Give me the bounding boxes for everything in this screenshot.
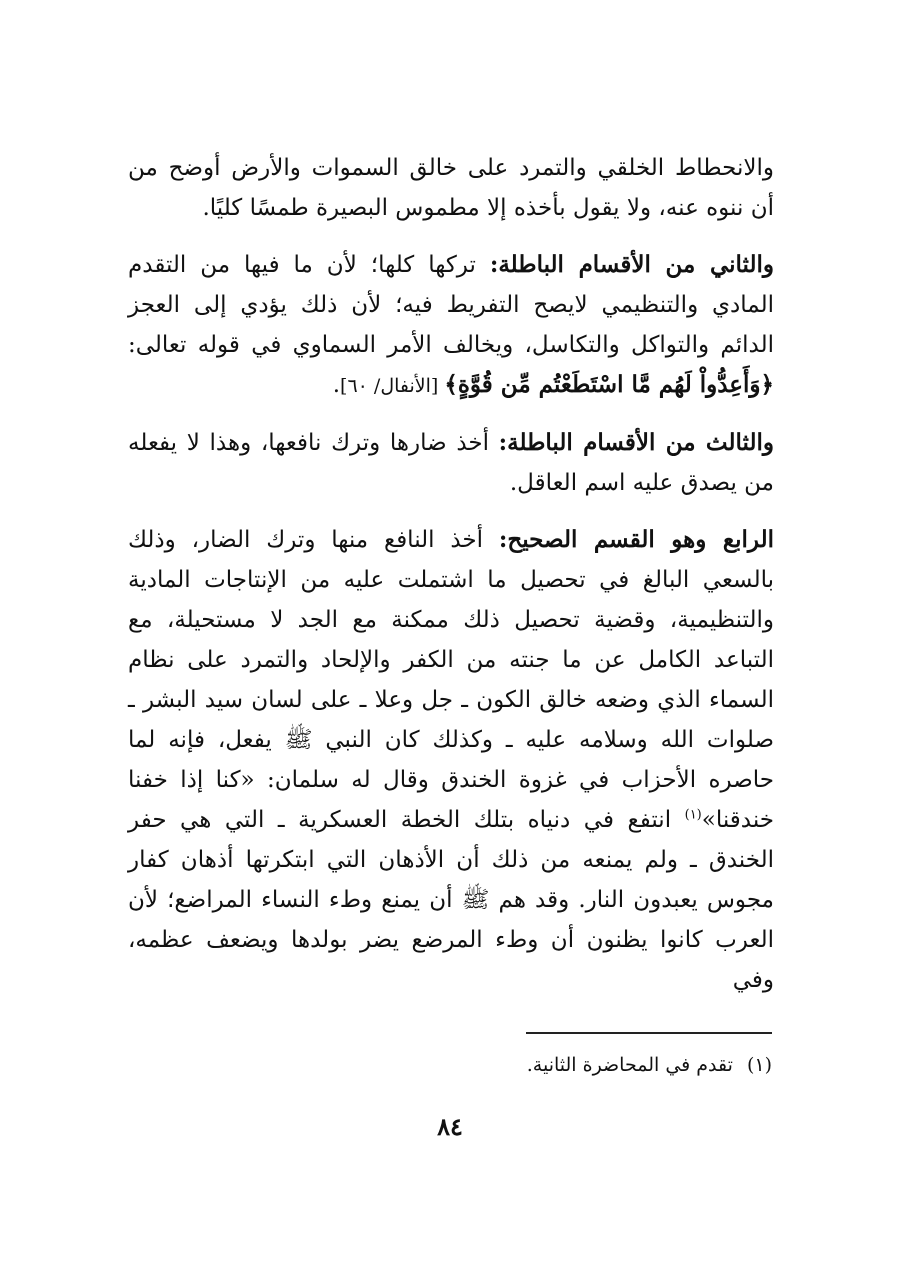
paragraph-4-heading: الرابع وهو القسم الصحيح: xyxy=(498,526,775,553)
paragraph-2-heading: والثاني من الأقسام الباطلة: xyxy=(489,251,774,278)
quran-open-bracket: ﴿ xyxy=(760,371,774,398)
paragraph-4 xyxy=(128,520,774,1000)
quran-close-bracket: ﴾ xyxy=(444,371,458,398)
paragraph-1-text: والانحطاط الخلقي والتمرد على خالق السموات والأرض أوضح من أن ننوه عنه، ولا يقول بأخذه إلا مطموس البصيرة طمسًا كليًا. xyxy=(128,155,774,221)
paragraph-3-heading: والثالث من الأقسام الباطلة: xyxy=(498,429,774,456)
footnote-number: (١) xyxy=(746,1054,772,1076)
paragraph-1 xyxy=(128,148,774,228)
paragraph-4-text-a: أخذ النافع منها وترك الضار، وذلك بالسعي البالغ في تحصيل ما اشتملت عليه من الإنتاجات المادية والتنظيمية، وقضية تحصيل ذلك ممكنة مع الجد لا مستحيلة، مع التباعد الكامل عن ما جنته من الكفر والإلحاد والتمرد على نظام السماء الذي وضعه خالق الكون ـ جل وعلا ـ على لسان سيد البشر ـ صلوات الله وسلامه عليه ـ وكذلك كان النبي ﷺ يفعل، فإنه لما حاصره الأحزاب في غزوة الخندق وقال له سلمان: «كنا إذا خفنا خندقنا» xyxy=(128,527,774,833)
footnote-divider xyxy=(526,1032,772,1034)
paragraph-3-text: أخذ ضارها وترك نافعها، وهذا لا يفعله من يصدق عليه اسم العاقل. xyxy=(128,430,774,496)
footnote-marker[interactable]: (١) xyxy=(684,807,702,823)
paragraph-3 xyxy=(128,423,774,503)
footnote xyxy=(126,1050,772,1080)
page-number: ٨٤ xyxy=(437,1112,463,1141)
paragraph-4-text-b: انتفع في دنياه بتلك الخطة العسكرية ـ التي هي حفر الخندق ـ ولم يمنعه من ذلك أن الأذهان التي ابتكرتها أذهان كفار مجوس يعبدون النار. وقد هم ﷺ أن يمنع وطء النساء المراضع؛ لأن العرب كانوا يظنون أن وطء المرضع يضر بولدها ويضعف عظمه، وفي xyxy=(128,807,774,993)
paragraph-2-end: . xyxy=(332,372,341,398)
quran-verse: وَأَعِدُّواْ لَهُم مَّا اسْتَطَعْتُم مِّن قُوَّةٍ xyxy=(457,371,761,398)
page-body xyxy=(128,148,774,1000)
paragraph-2 xyxy=(128,245,774,406)
paragraph-2-text: تركها كلها؛ لأن ما فيها من التقدم المادي والتنظيمي لايصح التفريط فيه؛ لأن ذلك يؤدي إلى العجز الدائم والتواكل والتكاسل، ويخالف الأمر السماوي في قوله تعالى: xyxy=(128,252,774,358)
verse-reference: [الأنفال/ ٦٠] xyxy=(340,375,445,397)
footnote-text: تقدم في المحاضرة الثانية. xyxy=(526,1054,733,1076)
